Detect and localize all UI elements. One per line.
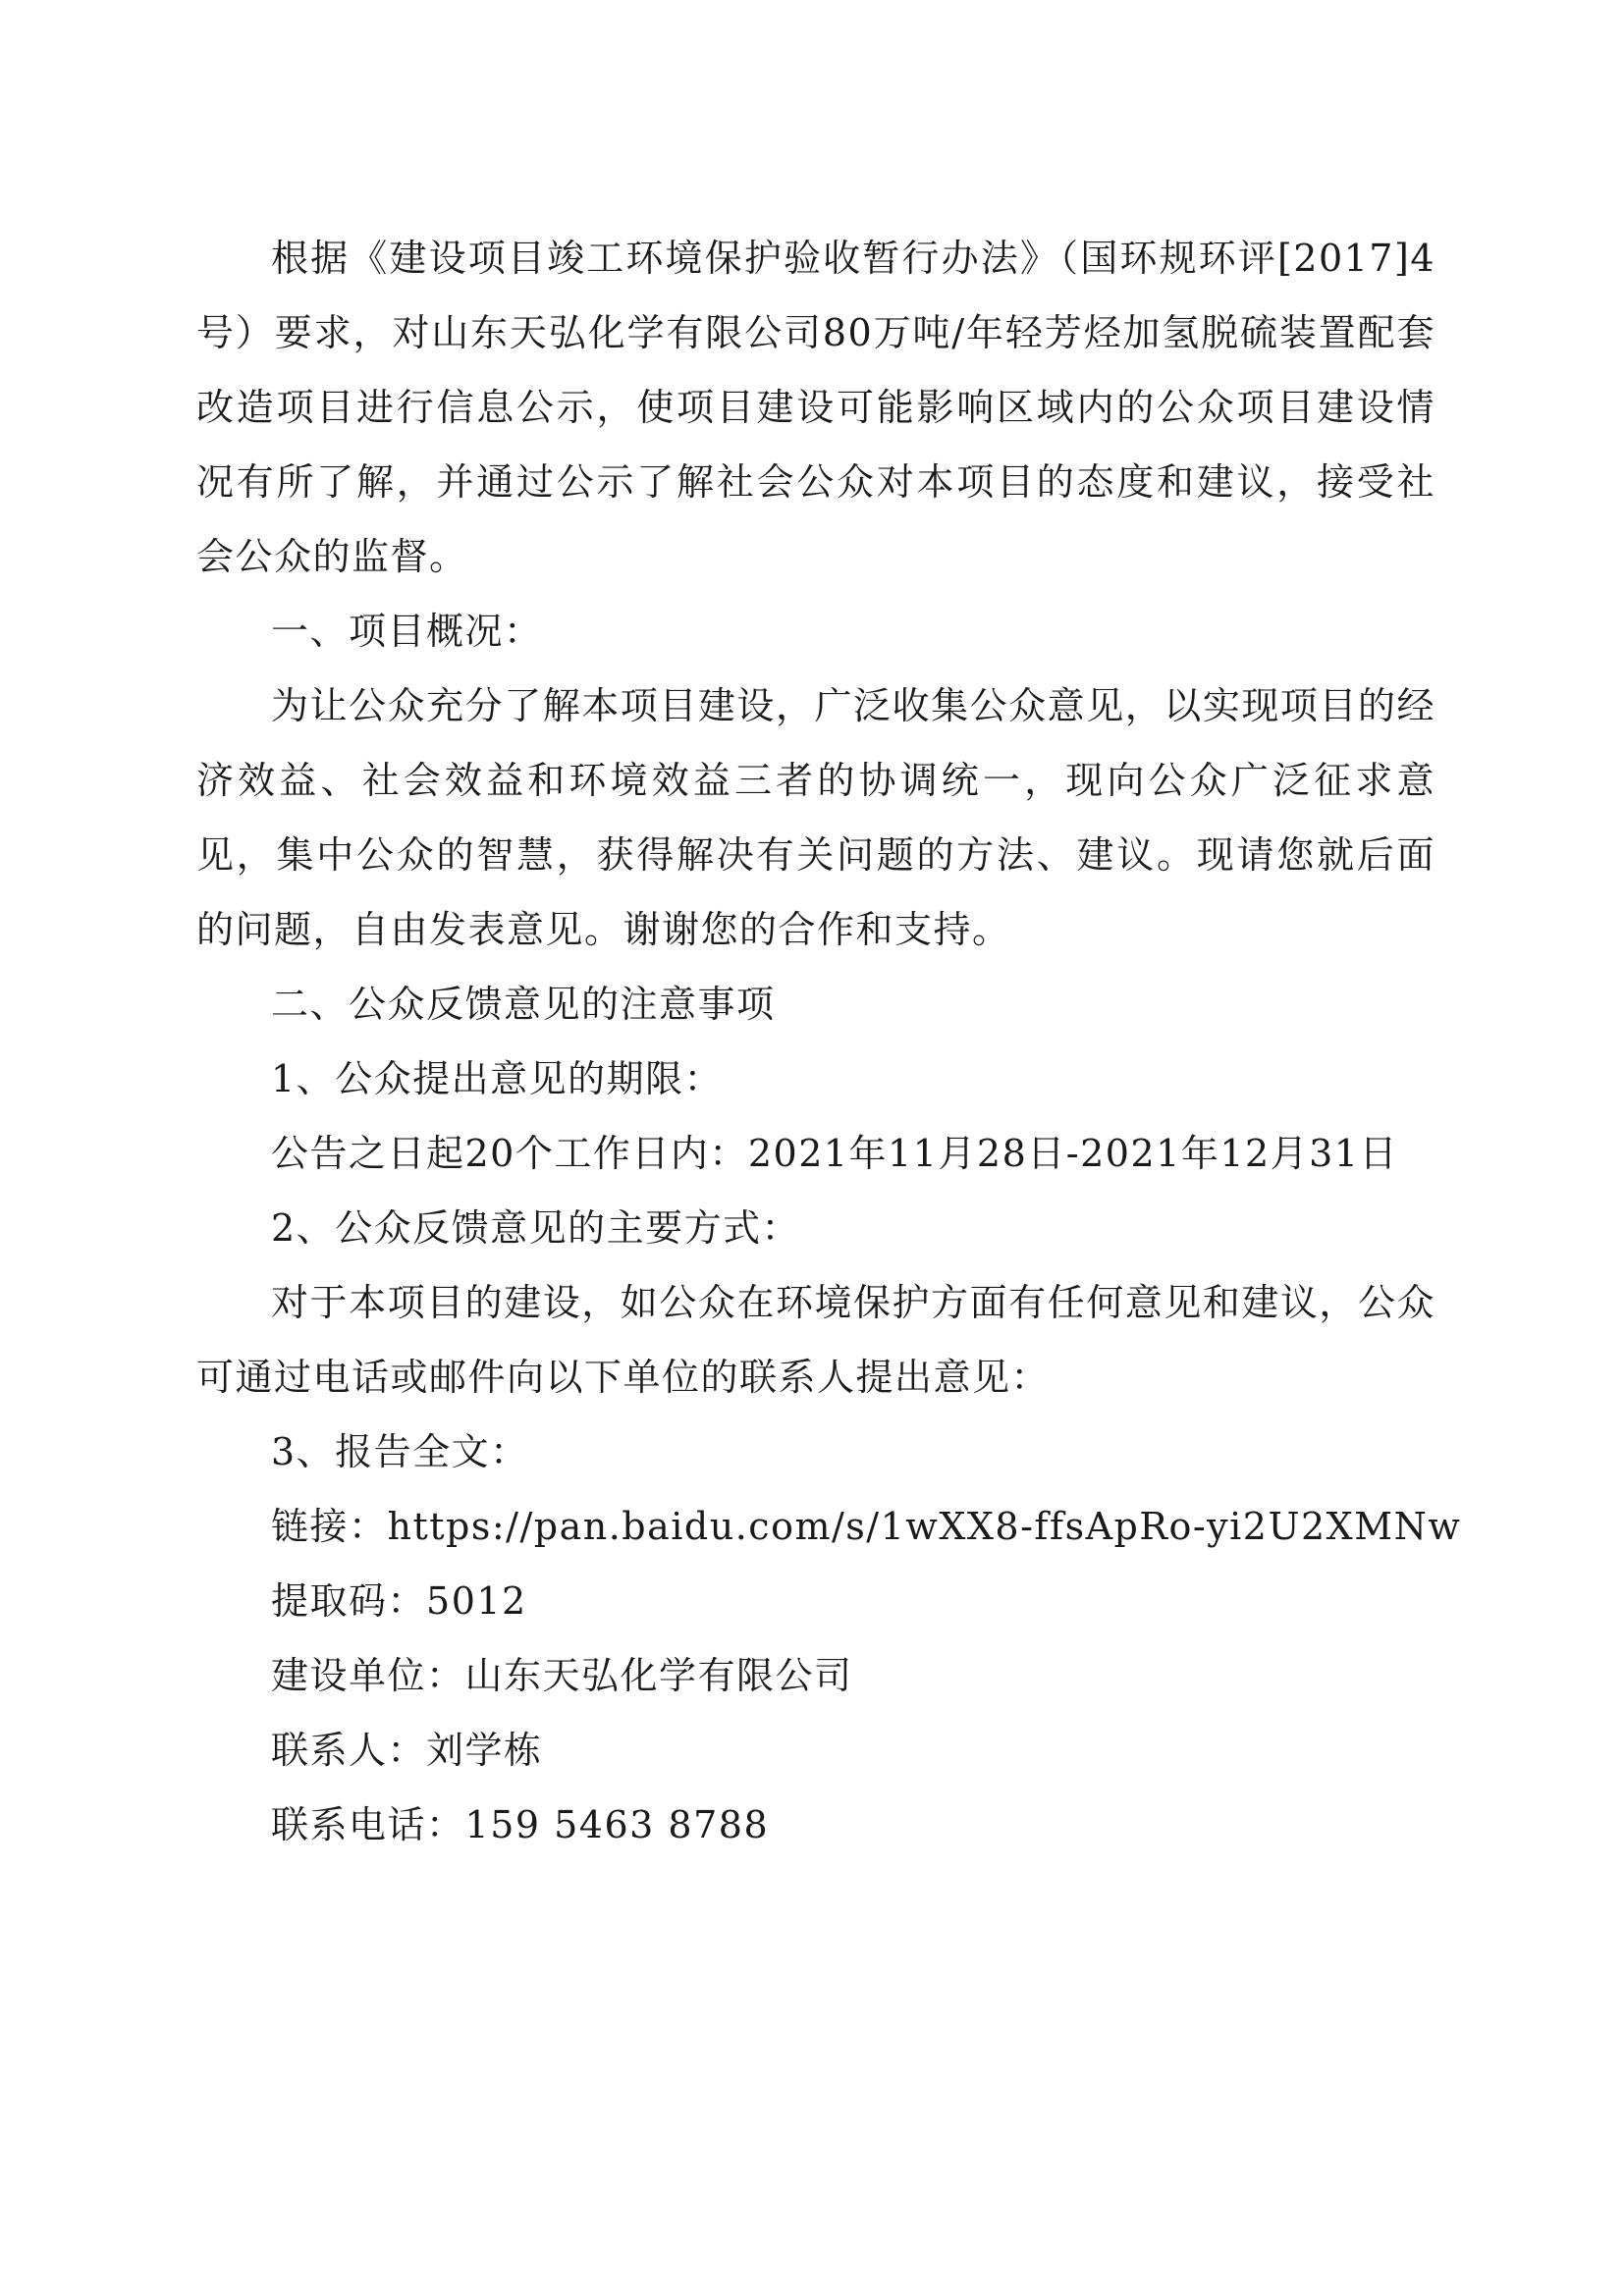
extraction-code: 5012 xyxy=(426,1579,527,1623)
item3-heading: 3、报告全文： xyxy=(271,1430,529,1473)
person-row xyxy=(196,1713,1435,1788)
phone-label: 联系电话： xyxy=(271,1803,465,1846)
link-row xyxy=(196,1489,1462,1564)
unit-row xyxy=(196,1638,1435,1713)
unit-label: 建设单位： xyxy=(271,1654,465,1697)
code-row xyxy=(196,1564,1435,1638)
item1-body: 公告之日起20个工作日内：2021年11月28日-2021年12月31日 xyxy=(271,1132,1399,1175)
section1-heading: 一、项目概况： xyxy=(271,610,543,653)
document-page xyxy=(196,221,1462,1862)
link-label: 链接： xyxy=(271,1505,388,1548)
person-label: 联系人： xyxy=(271,1729,427,1772)
section2-heading: 二、公众反馈意见的注意事项 xyxy=(271,983,776,1026)
code-label: 提取码： xyxy=(271,1579,427,1623)
phone-row xyxy=(196,1788,1435,1862)
item2-body: 对于本项目的建设，如公众在环境保护方面有任何意见和建议，公众可通过电话或邮件向以下单位的联系人提出意见： xyxy=(196,1281,1435,1399)
contact-person: 刘学栋 xyxy=(426,1729,543,1772)
item1-heading: 1、公众提出意见的期限： xyxy=(271,1057,724,1100)
construction-unit: 山东天弘化学有限公司 xyxy=(464,1654,853,1697)
section1-body: 为让公众充分了解本项目建设，广泛收集公众意见，以实现项目的经济效益、社会效益和环境效益三者的协调统一，现向公众广泛征求意见，集中公众的智慧，获得解决有关问题的方法、建议。现请您就后面的问题，自由发表意见。谢谢您的合作和支持。 xyxy=(196,684,1435,951)
contact-phone: 159 5463 8788 xyxy=(464,1803,770,1846)
intro-paragraph: 根据《建设项目竣工环境保护验收暂行办法》（国环规环评[2017]4号）要求，对山东天弘化学有限公司80万吨/年轻芳烃加氢脱硫装置配套改造项目进行信息公示，使项目建设可能影响区域内的公众项目建设情况有所了解，并通过公示了解社会公众对本项目的态度和建议，接受社会公众的监督。 xyxy=(196,237,1435,578)
item2-heading: 2、公众反馈意见的主要方式： xyxy=(271,1206,801,1250)
report-link[interactable]: https://pan.baidu.com/s/1wXX8-ffsApRo-yi2U2XMNw xyxy=(387,1505,1462,1548)
